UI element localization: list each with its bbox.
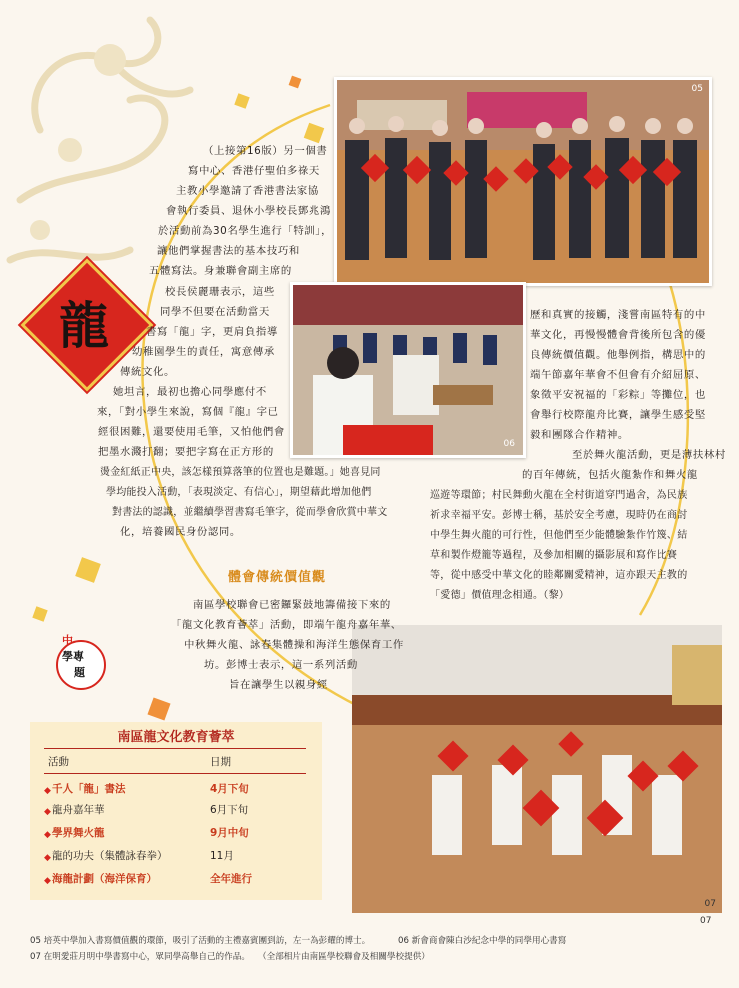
photo-06-number: 06 [503,439,515,449]
text-line: 旨在讓學生以親身經 [229,679,328,691]
text-line: 於活動前為30名學生進行「特訓」， [158,225,333,237]
text-line: 象徵平安祝福的「彩粽」等攤位，也 [530,389,706,401]
caption-credit: （全部相片由南區學校聯會及相關學校提供） [258,952,430,962]
text-line: 讓他們掌握書法的基本技巧和 [157,245,300,257]
schedule-title: 南區龍文化教育薈萃 [117,730,235,745]
feature-badge-bottom: 題 [74,666,85,679]
text-line: 「愛德」價值理念相通。（黎） [430,590,570,601]
text-line: 中秋舞火龍、詠春集體操和海洋生態保育工作 [184,639,404,651]
text-line: 南區學校聯會已密鑼緊鼓地籌備接下來的 [193,599,391,611]
bullet-icon: ◆ [44,830,51,840]
text-line: （上接第16版）另一個書 [203,145,328,157]
text-line: 學均能投入活動，「表現淡定、有信心」，期望藉此增加他們 [106,487,372,498]
schedule-divider [44,748,306,749]
photo-07 [352,625,722,913]
text-line: 同學不但要在活動當天 [160,306,270,318]
schedule-row-activity: 學界舞火龍 [52,827,105,839]
photo-06 [290,282,526,458]
page-number: 07 [700,916,712,926]
text-line: 祈求幸福平安。彭博士稱，基於安全考慮，現時仍在商討 [430,510,688,521]
text-line: 的百年傳統，包括火龍紮作和舞火龍 [522,469,698,481]
text-line: 中學生舞火龍的可行性，但他們至少能體驗紮作竹篾、結 [430,530,688,541]
schedule-divider [44,773,306,774]
bullet-icon: ◆ [44,786,51,796]
schedule-row-date: 9月中旬 [210,827,249,839]
text-line: 等，從中感受中華文化的睦鄰關愛精神，這亦跟天主教的 [430,570,688,581]
text-line: 歷和真實的接觸，淺嘗南區特有的中 [530,309,706,321]
text-line: 她坦言，最初也擔心同學應付不 [113,386,267,398]
schedule-row-activity: 龍的功夫（集體詠春拳） [52,850,168,862]
text-line: 毅和團隊合作精神。 [530,429,629,441]
caption-05: 05 培英中學加入書寫價值觀的環節，吸引了活動的主禮嘉賓團到訪，左一為彭耀的博士。 [30,936,371,946]
text-line: 幼稚園學生的責任，寓意傳承 [132,346,275,358]
schedule-row-date: 6月下旬 [210,804,249,816]
text-line: 「龍文化教育薈萃」活動，即端午龍舟嘉年華、 [171,619,402,631]
text-line: 五體寫法。身兼聯會副主席的 [149,265,292,277]
section-heading: 體會傳統價值觀 [228,570,327,585]
schedule-row-activity: 海龍計劃（海洋保育） [52,873,157,885]
text-line: 會舉行校際龍舟比賽，讓學生感受堅 [530,409,706,421]
text-line: 端午節嘉年華會不但會有介紹屈原、 [530,369,706,381]
photo-05-image [337,80,709,283]
text-line: 傳統文化。 [120,366,175,378]
photo-07-number: 07 [704,899,716,909]
schedule-row-activity: 龍舟嘉年華 [52,804,105,816]
feature-badge-mid: 學專 [62,650,84,663]
text-line: 巡遊等環節；村民舞動火龍在全村街道穿門過舍，為民族 [430,490,688,501]
text-line: 書寫「龍」字，更肩負指導 [146,326,278,338]
schedule-row-date: 4月下旬 [210,783,249,795]
bullet-icon: ◆ [44,876,51,886]
text-line: 化，培養國民身份認同。 [120,526,241,538]
text-line: 草和製作燈籠等過程，及參加相關的攝影展和寫作比賽 [430,550,678,561]
text-line: 把墨水濺打翻；要把字寫在正方形的 [98,446,274,458]
feature-badge-top: 中 [62,634,73,647]
decorative-square [32,606,47,621]
text-line: 坊。彭博士表示，這一系列活動 [204,659,358,671]
text-line: 至於舞火龍活動，更是薄扶林村 [572,449,726,461]
decorative-square [75,557,101,583]
photo-05-number: 05 [691,84,703,94]
photo-05 [334,77,712,286]
caption-06: 06 新會商會陳白沙紀念中學的同學用心書寫 [398,936,567,946]
dragon-stamp-character: 龍 [59,296,109,355]
text-line: 對書法的認識，並繼續學習書寫毛筆字，從而學會欣賞中華文 [112,507,388,518]
schedule-header-activity: 活動 [48,756,69,768]
text-line: 會執行委員、退休小學校長鄧兆鴻 [166,205,331,217]
text-line: 經很困難，還要使用毛筆，又怕他們會 [98,426,285,438]
text-line: 校長侯麗珊表示，這些 [165,286,275,298]
text-line: 主教小學邀請了香港書法家協 [176,185,319,197]
caption-07: 07 在明愛莊月明中學書寫中心，眾同學高舉自己的作品。 [30,952,250,962]
text-line: 燙金紅紙正中央，該怎樣預算落筆的位置也是難題。」她喜見同 [100,467,381,478]
text-line: 來，「對小學生來說，寫個『龍』字已 [97,406,279,418]
text-line: 華文化，再慢慢體會背後所包含的優 [530,329,706,341]
text-line: 寫中心、香港仔聖伯多祿天 [188,165,320,177]
photo-06-image [293,285,523,455]
decorative-square [289,76,302,89]
schedule-row-activity: 千人「龍」書法 [52,783,126,795]
schedule-row-date: 11月 [210,850,234,862]
photo-07-image [352,625,722,913]
bullet-icon: ◆ [44,853,51,863]
bullet-icon: ◆ [44,807,51,817]
schedule-row-date: 全年進行 [210,873,252,885]
schedule-header-date: 日期 [210,756,231,768]
text-line: 良傳統價值觀。他舉例指，構思中的 [530,349,706,361]
